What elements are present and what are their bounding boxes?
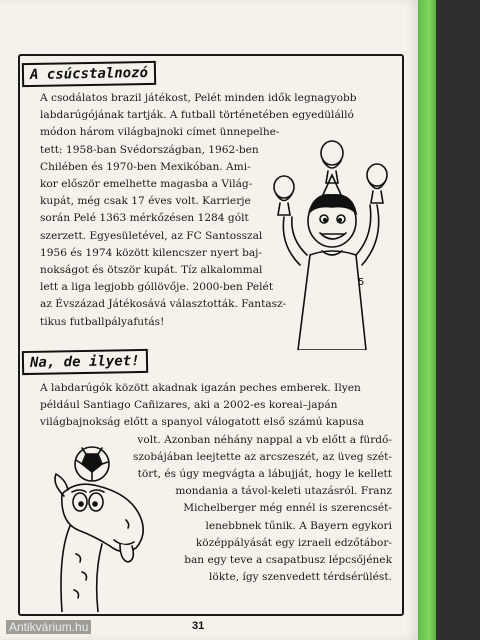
text-line: A labdarúgók között akadnak igazán peches emberek. Ilyen	[40, 382, 361, 394]
text-line: az Évszázad Játékosává választották. Fantasz-	[40, 298, 287, 311]
text-line: ban egy teve a csapatbusz lépcsőjének	[184, 554, 392, 567]
text-line: szerzett. Egyesületével, az FC Santosszal	[40, 229, 263, 242]
text-line: tett: 1958-ban Svédországban, 1962-ben	[40, 143, 259, 156]
page-number: 31	[192, 620, 205, 632]
text-line: során Pelé 1363 mérkőzésen 1284 gólt	[40, 212, 249, 225]
text-line: Chilében és 1970-ben Mexikóban. Ami-	[40, 160, 251, 173]
pele-trophies-illustration	[262, 135, 402, 350]
text-line: volt. Azonban néhány nappal a vb előtt a fürdő-	[137, 433, 392, 446]
green-page-edge	[418, 0, 436, 640]
text-line: tört, és úgy megvágta a lábujját, hogy le kellett	[137, 468, 392, 481]
text-line: lökte, így szenvedett térdsérülést.	[209, 571, 392, 584]
text-line: 1956 és 1974 között kilencszer nyert baj-	[40, 246, 263, 259]
text-line: lenebbnek tűnik. A Bayern egykori	[205, 519, 392, 532]
text-line: például Santiago Cañizares, aki a 2002-es koreai–japán	[40, 399, 338, 412]
text-line: lett a liga legjobb góllövője. 2000-ben Pelét	[40, 281, 274, 294]
text-line: világbajnokság előtt a spanyol válogatott első számú kapusa	[40, 416, 365, 429]
section-heading-pele: A csúcstalnozó	[22, 61, 156, 87]
section-heading-bad-luck: Na, de ilyet!	[22, 349, 148, 375]
text-line: labdarúgójának tartják. A futball történetében egyedülálló	[40, 109, 354, 122]
text-line: A csodálatos brazil játékost, Pelét minden idők legnagyobb	[40, 92, 357, 104]
text-line: Michelberger még ennél is szerencsét-	[183, 502, 392, 515]
text-line: nokságot és ötször kupát. Tíz alkalommal	[40, 264, 263, 277]
text-line: szobájában leejtette az arcszeszét, az üveg szét-	[132, 450, 392, 463]
text-line: középpályását egy izraeli edzőtábor-	[195, 536, 392, 549]
text-line: mondania a távol-keleti utazásról. Franz	[175, 485, 392, 498]
camel-football-illustration	[36, 444, 206, 612]
text-line: módon három világbajnoki címet ünnepelhe-	[40, 126, 280, 139]
text-line: kupát, még csak 17 éves volt. Karrierje	[40, 195, 251, 208]
section-text-pele	[40, 90, 357, 331]
svg-text:5: 5	[358, 277, 365, 288]
text-line: kor először emelhette magasba a Világ-	[40, 178, 253, 191]
watermark: Antikvárium.hu	[6, 620, 91, 634]
book-cover-edge	[436, 0, 480, 640]
text-line: tikus futballpályafutás!	[40, 315, 165, 328]
